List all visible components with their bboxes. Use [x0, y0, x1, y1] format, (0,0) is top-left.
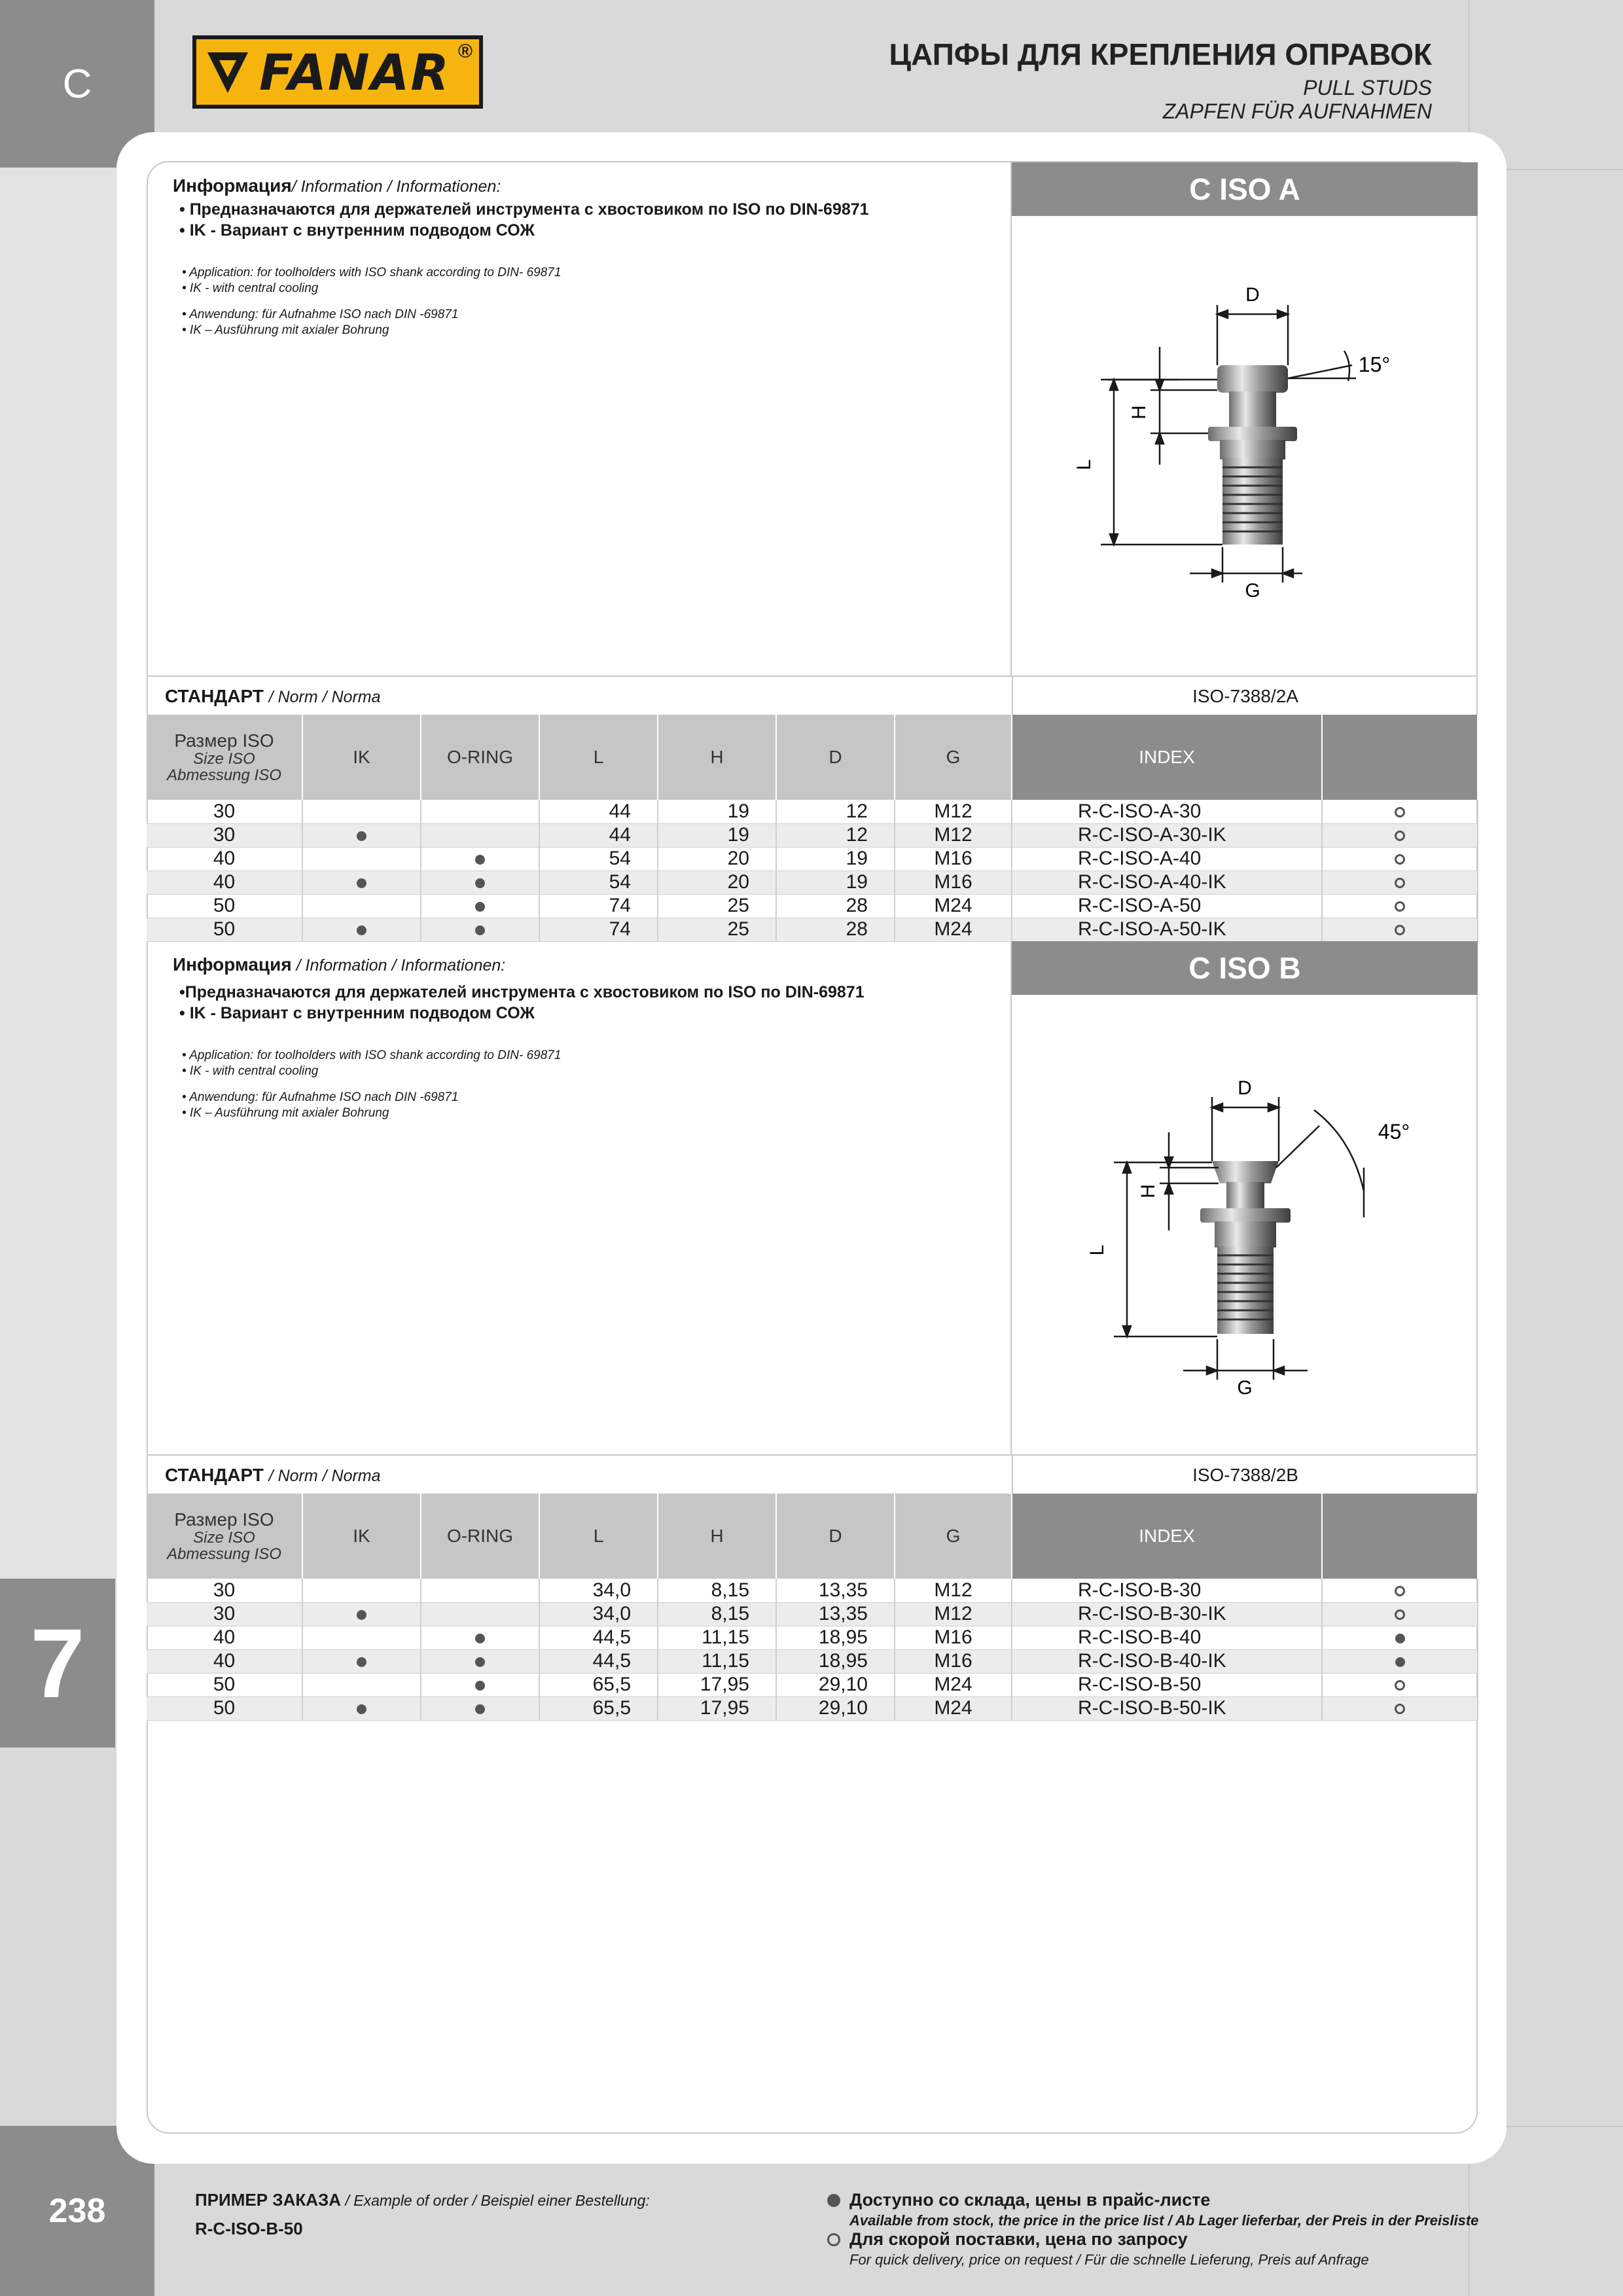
- section-c-iso-a: [147, 162, 1478, 941]
- section-c-iso-b: [147, 941, 1478, 1720]
- spec-table-a: [147, 715, 1478, 942]
- info-ru-line-1: •Предназначаются для держателей инструмента с хвостовиком по ISO по DIN-69871: [179, 983, 865, 1001]
- cell-d: 13,35: [776, 1579, 895, 1602]
- cell-l: 54: [539, 870, 658, 894]
- cell-g: M16: [895, 870, 1012, 894]
- cell-l: 44,5: [539, 1626, 658, 1649]
- cell-size: 50: [147, 1673, 302, 1696]
- cell-d: 29,10: [776, 1696, 895, 1720]
- cell-l: 44: [539, 800, 658, 823]
- cell-l: 44,5: [539, 1649, 658, 1673]
- norm-label: [165, 1465, 381, 1486]
- filled-dot-icon: [1395, 1657, 1405, 1667]
- cell-stock: [1322, 894, 1478, 918]
- cell-stock: [1322, 800, 1478, 823]
- legend-stock-ru: Доступно со склада, цены в прайс-листе: [849, 2190, 1211, 2210]
- col-d: D: [776, 715, 895, 800]
- table-row: [147, 847, 1478, 870]
- cell-h: 25: [658, 894, 776, 918]
- chapter-tab: [0, 1579, 115, 1748]
- hollow-dot-icon: [827, 2233, 840, 2246]
- filled-dot-icon: [357, 925, 366, 935]
- cell-oring: [421, 847, 539, 870]
- cell-g: M24: [895, 894, 1012, 918]
- cell-index: R-C-ISO-A-30-IK: [1012, 823, 1322, 847]
- cell-stock: [1322, 847, 1478, 870]
- cell-l: 34,0: [539, 1579, 658, 1602]
- filled-dot-icon: [1395, 1634, 1405, 1643]
- hollow-dot-icon: [1395, 925, 1405, 935]
- cell-size: 50: [147, 918, 302, 941]
- cell-g: M16: [895, 1649, 1012, 1673]
- dim-g-label: G: [1245, 580, 1260, 601]
- info-de-line-1: • Anwendung: für Aufnahme ISO nach DIN -69871: [182, 308, 459, 321]
- cell-index: R-C-ISO-B-30-IK: [1012, 1602, 1322, 1626]
- drawing-a: [1012, 216, 1478, 675]
- info-en-line-1: • Application: for toolholders with ISO shank according to DIN- 69871: [182, 266, 562, 279]
- cell-d: 19: [776, 870, 895, 894]
- dim-h-label: H: [1137, 1184, 1159, 1198]
- cell-index: R-C-ISO-A-50-IK: [1012, 918, 1322, 941]
- cell-h: 20: [658, 847, 776, 870]
- col-size-ru: Размер ISO: [174, 1509, 274, 1530]
- col-d: D: [776, 1494, 895, 1579]
- cell-size: 40: [147, 1649, 302, 1673]
- hollow-dot-icon: [1395, 831, 1405, 841]
- cell-ik: [302, 1626, 421, 1649]
- table-row: [147, 870, 1478, 894]
- cell-ik: [302, 918, 421, 941]
- cell-ik: [302, 894, 421, 918]
- dim-l-label: L: [1073, 459, 1095, 471]
- hollow-dot-icon: [1395, 1680, 1405, 1691]
- cell-size: 30: [147, 1579, 302, 1602]
- filled-dot-icon: [475, 902, 485, 912]
- cell-oring: [421, 823, 539, 847]
- page-title-ru: ЦАПФЫ ДЛЯ КРЕПЛЕНИЯ ОПРАВОК: [889, 37, 1432, 71]
- col-index: INDEX: [1012, 1494, 1322, 1579]
- filled-dot-icon: [475, 878, 485, 888]
- cell-g: M16: [895, 1626, 1012, 1649]
- cell-oring: [421, 870, 539, 894]
- cell-oring: [421, 800, 539, 823]
- cell-h: 17,95: [658, 1673, 776, 1696]
- cell-stock: [1322, 870, 1478, 894]
- col-size-en: Size ISO: [193, 749, 255, 768]
- col-availability: [1322, 715, 1478, 800]
- cell-ik: [302, 847, 421, 870]
- cell-index: R-C-ISO-A-40: [1012, 847, 1322, 870]
- cell-d: 18,95: [776, 1649, 895, 1673]
- col-size-de: Abmessung ISO: [167, 766, 281, 784]
- info-title-sub: / Information / Informationen:: [291, 177, 501, 196]
- logo-v-icon: [196, 39, 259, 105]
- order-example-title: [195, 2190, 650, 2210]
- legend-stock-en: Available from stock, the price in the price list / Ab Lager lieferbar, der Preis in der Preisliste: [849, 2212, 1479, 2229]
- side-strip: [0, 168, 115, 1579]
- cell-g: M12: [895, 1579, 1012, 1602]
- cell-h: 8,15: [658, 1579, 776, 1602]
- col-g: G: [895, 1494, 1012, 1579]
- cell-size: 40: [147, 870, 302, 894]
- cell-d: 18,95: [776, 1626, 895, 1649]
- info-title-ru: Информация: [173, 954, 292, 975]
- cell-ik: [302, 1602, 421, 1626]
- info-block-b: [147, 941, 1012, 1454]
- cell-g: M16: [895, 847, 1012, 870]
- cell-d: 12: [776, 800, 895, 823]
- col-size-de: Abmessung ISO: [167, 1545, 281, 1563]
- table-row: [147, 823, 1478, 847]
- cell-oring: [421, 894, 539, 918]
- cell-size: 40: [147, 1626, 302, 1649]
- order-example-ru: ПРИМЕР ЗАКАЗА: [195, 2190, 342, 2210]
- col-oring: O-RING: [421, 1494, 539, 1579]
- col-g: G: [895, 715, 1012, 800]
- cell-g: M12: [895, 1602, 1012, 1626]
- hollow-dot-icon: [1395, 1609, 1405, 1620]
- cell-size: 50: [147, 894, 302, 918]
- cell-stock: [1322, 1696, 1478, 1720]
- brand-logo: [192, 35, 483, 109]
- cell-index: R-C-ISO-B-50-IK: [1012, 1696, 1322, 1720]
- norm-value-b: ISO-7388/2B: [1012, 1456, 1478, 1495]
- cell-d: 12: [776, 823, 895, 847]
- table-row: [147, 1602, 1478, 1626]
- cell-oring: [421, 1673, 539, 1696]
- order-example-code: R-C-ISO-B-50: [195, 2219, 303, 2238]
- cell-stock: [1322, 823, 1478, 847]
- col-oring: O-RING: [421, 715, 539, 800]
- order-example-sub: / Example of order / Beispiel einer Bestellung:: [341, 2192, 650, 2209]
- table-row: [147, 894, 1478, 918]
- cell-h: 17,95: [658, 1696, 776, 1720]
- dim-g-label: G: [1237, 1377, 1253, 1399]
- norm-label-sub: / Norm / Norma: [268, 1467, 381, 1485]
- col-size-ru: Размер ISO: [174, 730, 274, 751]
- info-de-line-1: • Anwendung: für Aufnahme ISO nach DIN -69871: [182, 1090, 459, 1104]
- pull-stud-b-drawing: [1012, 995, 1478, 1454]
- norm-label-ru: СТАНДАРТ: [165, 1465, 264, 1485]
- cell-d: 19: [776, 847, 895, 870]
- col-ik: IK: [302, 1494, 421, 1579]
- cell-oring: [421, 1626, 539, 1649]
- cell-stock: [1322, 1649, 1478, 1673]
- filled-dot-icon: [475, 855, 485, 865]
- cell-size: 30: [147, 1602, 302, 1626]
- table-row: [147, 1626, 1478, 1649]
- cell-stock: [1322, 1673, 1478, 1696]
- table-row: [147, 800, 1478, 823]
- table-row: [147, 1696, 1478, 1720]
- cell-oring: [421, 918, 539, 941]
- hollow-dot-icon: [1395, 901, 1405, 912]
- hollow-dot-icon: [1395, 878, 1405, 888]
- registered-mark: ®: [457, 41, 473, 62]
- info-de-line-2: • IK – Ausführung mit axialer Bohrung: [182, 1106, 389, 1120]
- cell-h: 20: [658, 870, 776, 894]
- norm-value-a: ISO-7388/2A: [1012, 677, 1478, 716]
- cell-ik: [302, 823, 421, 847]
- hollow-dot-icon: [1395, 1704, 1405, 1714]
- cell-index: R-C-ISO-B-40: [1012, 1626, 1322, 1649]
- hollow-dot-icon: [1395, 854, 1405, 865]
- col-index: INDEX: [1012, 715, 1322, 800]
- filled-dot-icon: [475, 1657, 485, 1667]
- filled-dot-icon: [827, 2194, 840, 2207]
- page-title-en: PULL STUDS: [1303, 76, 1432, 99]
- filled-dot-icon: [475, 925, 485, 935]
- cell-h: 11,15: [658, 1626, 776, 1649]
- chapter-number: 7: [30, 1607, 85, 1718]
- info-block-a: [147, 162, 1012, 675]
- cell-ik: [302, 870, 421, 894]
- table-row: [147, 1649, 1478, 1673]
- cell-l: 74: [539, 918, 658, 941]
- cell-d: 28: [776, 894, 895, 918]
- table-row: [147, 918, 1478, 941]
- info-title: [173, 954, 505, 975]
- col-availability: [1322, 1494, 1478, 1579]
- hollow-dot-icon: [1395, 807, 1405, 817]
- cell-g: M12: [895, 800, 1012, 823]
- filled-dot-icon: [475, 1634, 485, 1643]
- figure-title-b: C ISO B: [1012, 941, 1478, 995]
- pull-stud-a-drawing: [1012, 216, 1478, 675]
- info-title: [173, 175, 501, 196]
- cell-d: 13,35: [776, 1602, 895, 1626]
- cell-oring: [421, 1649, 539, 1673]
- info-ru-line-2: • IK - Вариант с внутренним подводом СОЖ: [179, 221, 535, 240]
- cell-size: 50: [147, 1696, 302, 1720]
- info-en-line-2: • IK - with central cooling: [182, 1064, 319, 1078]
- cell-l: 65,5: [539, 1696, 658, 1720]
- legend-order-ru: Для скорой поставки, цена по запросу: [849, 2229, 1188, 2249]
- cell-stock: [1322, 1626, 1478, 1649]
- drawing-b: [1012, 995, 1478, 1454]
- stud-body: [1208, 365, 1297, 545]
- norm-label-sub: / Norm / Norma: [268, 688, 381, 706]
- cell-h: 8,15: [658, 1602, 776, 1626]
- info-ru-line-2: • IK - Вариант с внутренним подводом СОЖ: [179, 1004, 535, 1022]
- filled-dot-icon: [357, 1610, 366, 1620]
- info-title-ru: Информация: [173, 175, 292, 196]
- cell-index: R-C-ISO-B-50: [1012, 1673, 1322, 1696]
- cell-l: 34,0: [539, 1602, 658, 1626]
- cell-d: 29,10: [776, 1673, 895, 1696]
- cell-index: R-C-ISO-B-30: [1012, 1579, 1322, 1602]
- col-ik: IK: [302, 715, 421, 800]
- col-size: [147, 1494, 302, 1579]
- legend-order-en: For quick delivery, price on request / Für die schnelle Lieferung, Preis auf Anfrage: [849, 2251, 1369, 2268]
- col-size: [147, 715, 302, 800]
- cell-g: M24: [895, 918, 1012, 941]
- info-en-line-2: • IK - with central cooling: [182, 281, 319, 295]
- info-de-line-2: • IK – Ausführung mit axialer Bohrung: [182, 323, 389, 337]
- cell-l: 65,5: [539, 1673, 658, 1696]
- figure-title-a: C ISO A: [1012, 162, 1478, 216]
- info-ru-line-1: • Предназначаются для держателей инструмента с хвостовиком по ISO по DIN-69871: [179, 200, 869, 219]
- norm-label: [165, 686, 381, 707]
- spec-table-b: [147, 1494, 1478, 1721]
- filled-dot-icon: [475, 1681, 485, 1691]
- col-h: H: [658, 1494, 776, 1579]
- dim-angle-label: 15°: [1358, 353, 1391, 376]
- stud-body: [1200, 1161, 1291, 1334]
- info-title-sub: / Information / Informationen:: [291, 956, 506, 975]
- page-number: 238: [48, 2192, 106, 2230]
- filled-dot-icon: [357, 831, 366, 841]
- norm-row-b: [147, 1454, 1478, 1494]
- cell-size: 30: [147, 823, 302, 847]
- cell-h: 19: [658, 800, 776, 823]
- cell-oring: [421, 1696, 539, 1720]
- cell-h: 11,15: [658, 1649, 776, 1673]
- filled-dot-icon: [357, 1657, 366, 1667]
- cell-ik: [302, 1579, 421, 1602]
- section-letter: C: [62, 61, 92, 107]
- cell-size: 30: [147, 800, 302, 823]
- dim-d-label: D: [1245, 284, 1260, 306]
- table-row: [147, 1673, 1478, 1696]
- filled-dot-icon: [357, 878, 366, 888]
- cell-oring: [421, 1579, 539, 1602]
- cell-g: M24: [895, 1696, 1012, 1720]
- dim-l-label: L: [1086, 1244, 1108, 1256]
- col-h: H: [658, 715, 776, 800]
- dim-h-label: H: [1128, 405, 1150, 420]
- cell-d: 28: [776, 918, 895, 941]
- logo-text: FANAR: [259, 43, 450, 101]
- cell-index: R-C-ISO-A-50: [1012, 894, 1322, 918]
- page-title-de: ZAPFEN FÜR AUFNAHMEN: [1162, 99, 1432, 123]
- cell-index: R-C-ISO-A-30: [1012, 800, 1322, 823]
- cell-oring: [421, 1602, 539, 1626]
- cell-g: M12: [895, 823, 1012, 847]
- cell-stock: [1322, 1602, 1478, 1626]
- cell-ik: [302, 1649, 421, 1673]
- col-size-en: Size ISO: [193, 1528, 255, 1547]
- cell-h: 19: [658, 823, 776, 847]
- cell-ik: [302, 800, 421, 823]
- cell-index: R-C-ISO-B-40-IK: [1012, 1649, 1322, 1673]
- norm-row-a: [147, 675, 1478, 715]
- cell-ik: [302, 1673, 421, 1696]
- hollow-dot-icon: [1395, 1586, 1405, 1596]
- col-l: L: [539, 715, 658, 800]
- filled-dot-icon: [357, 1704, 366, 1714]
- cell-index: R-C-ISO-A-40-IK: [1012, 870, 1322, 894]
- cell-stock: [1322, 1579, 1478, 1602]
- dim-d-label: D: [1238, 1077, 1252, 1099]
- dim-angle-label: 45°: [1378, 1120, 1410, 1143]
- cell-size: 40: [147, 847, 302, 870]
- cell-g: M24: [895, 1673, 1012, 1696]
- cell-l: 54: [539, 847, 658, 870]
- cell-l: 44: [539, 823, 658, 847]
- norm-label-ru: СТАНДАРТ: [165, 686, 264, 706]
- info-en-line-1: • Application: for toolholders with ISO shank according to DIN- 69871: [182, 1049, 562, 1062]
- cell-l: 74: [539, 894, 658, 918]
- cell-stock: [1322, 918, 1478, 941]
- cell-ik: [302, 1696, 421, 1720]
- cell-h: 25: [658, 918, 776, 941]
- col-l: L: [539, 1494, 658, 1579]
- table-row: [147, 1579, 1478, 1602]
- filled-dot-icon: [475, 1704, 485, 1714]
